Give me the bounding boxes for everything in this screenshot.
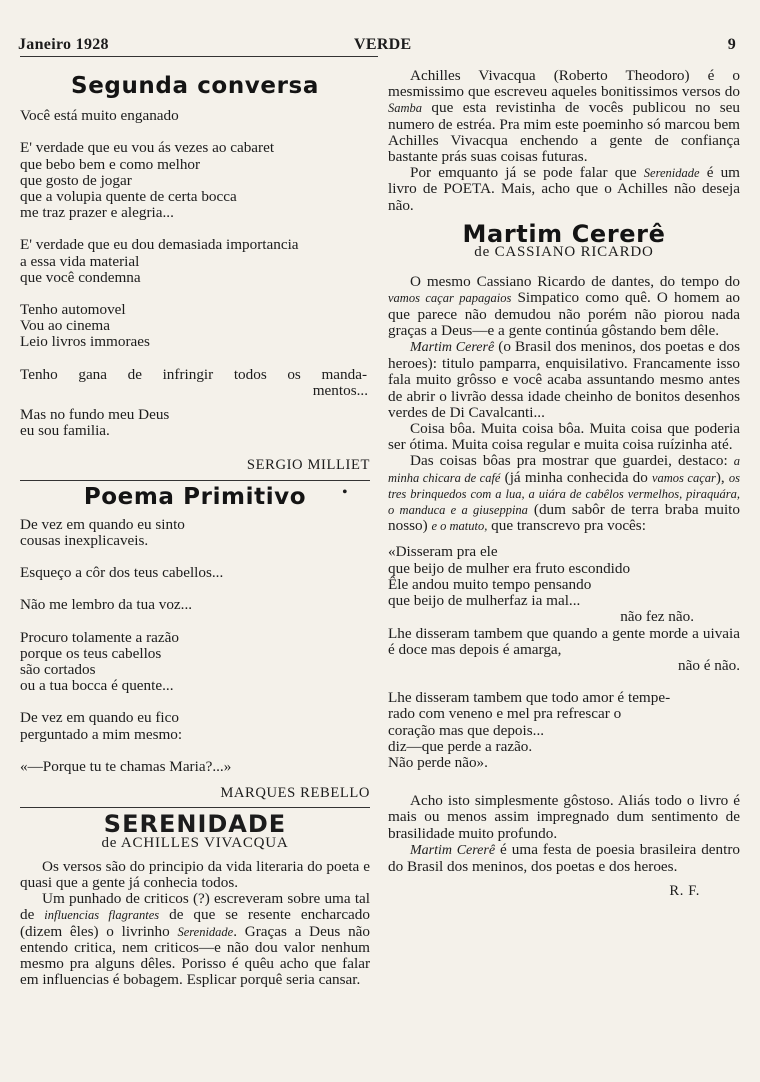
poem-line: ou a tua bocca é quente... — [20, 677, 174, 695]
paragraph: Acho isto simplesmente gôstoso. Aliás todo o livro é mais ou menos assim impregnado dum sentimento de brasilidade muito profundo. — [388, 792, 740, 842]
poem-stanza — [20, 759, 370, 775]
poem-stanza — [20, 237, 370, 286]
article-title: SERENIDADE — [103, 810, 287, 839]
poem-line: De vez em quando eu fico — [20, 709, 179, 727]
poem-line: Não me lembro da tua voz... — [20, 596, 193, 614]
poem-stanza — [20, 565, 370, 581]
poem-stanza — [20, 108, 370, 124]
poem-line: Êle andou muito tempo pensando — [388, 575, 592, 593]
poem-line: cousas inexplicaveis. — [20, 532, 149, 550]
author-signature: R. F. — [669, 883, 700, 900]
article-byline: de CASSIANO RICARDO — [474, 244, 654, 261]
left-column — [20, 68, 370, 988]
poem-line: que gosto de jogar — [20, 171, 132, 189]
article-title: Segunda conversa — [71, 73, 319, 99]
paragraph: Achilles Vivacqua (Roberto Theodoro) é o mesmissimo que escreveu aqueles bonitissimos versos do Samba que esta revistinha de vocês publicou no seu numero de estréa. Pra mim este poeminho só marcou bem Achilles Vivacqua enchendo a gente de confiança bastante prás suas coisas futuras. — [388, 67, 740, 166]
paragraph: Das coisas bôas pra mostrar que guardei, destaco: a minha chicara de café (já minha conhecida do vamos caçar), os tres brinquedos com a lua, a uiára de cabêlos vermelhos, piraquára, o manduca e a giuseppina (dum sabôr de terra braba muito nosso) e o matuto, que transcrevo pra vocês: — [388, 452, 741, 535]
author-signature: MARQUES REBELLO — [220, 785, 370, 802]
article-title: Martim Cererê — [462, 219, 666, 248]
article-title: Poema Primitivo — [83, 483, 307, 510]
poem-line: E' verdade que eu dou demasiada importancia — [20, 236, 299, 254]
poem-stanza — [20, 302, 370, 351]
poem-line: porque os teus cabellos — [20, 644, 162, 662]
author-signature: SERGIO MILLIET — [246, 457, 370, 474]
poem-line: Vou ao cinema — [20, 317, 110, 335]
poem-stanza — [20, 140, 370, 221]
divider — [20, 480, 370, 481]
poem-stanza — [20, 630, 370, 695]
poem-stanza: Tenho gana de infringir todos os manda- mentos... — [20, 365, 368, 399]
paragraph: Martim Cererê é uma festa de poesia brasileira dentro do Brasil dos meninos, dos poetas e dos heroes. — [388, 840, 741, 875]
poem-line: Mas no fundo meu Deus — [20, 406, 170, 424]
poem-stanza — [20, 710, 370, 742]
right-column — [388, 68, 740, 899]
poem-line: coração mas que depois... — [388, 721, 545, 739]
paragraph: Martim Cererê (o Brasil dos meninos, dos poetas e dos heroes): titulo pamparra, enquisilativo. Francamente isso fala muito grôsso e você acaba assuntando mesmo antes de abrir o livrão dessa idade cheinho de bonitos desenhos verdes de Di Cavalcanti... — [388, 338, 741, 421]
paragraph: Os versos são do principio da vida literaria do poeta e quasi que a gente já conhecia todos. — [20, 857, 370, 891]
poem-line: Lhe disseram tambem que todo amor é tempe- — [388, 689, 671, 707]
quoted-poem: «Disseram pra ele que beijo de mulher era fruto escondido Êle andou muito tempo pensando que beijo de mulherfaz ia mal... não fez não. Lhe disseram tambem que quando a gente morde a uivaia é doce mas depois é amarga, não é não. Lhe disseram tambem que todo amor é tempe- rado com veneno e mel pra refrescar o coração mas que depois... diz—que perde a razão. Não perde não». — [388, 543, 740, 771]
poem-line: Esqueço a côr dos teus cabellos... — [20, 564, 224, 582]
paragraph: Coisa bôa. Muita coisa bôa. Muita coisa que poderia ser ótima. Muita coisa regular e muita coisa ruízinha até. — [388, 420, 740, 454]
poem-lines — [388, 544, 740, 609]
poem-line: são cortados — [20, 661, 96, 679]
poem-line: que beijo de mulherfaz ia mal... — [388, 592, 581, 610]
poem-line: eu sou familia. — [20, 422, 110, 440]
poem-lines — [388, 690, 740, 771]
paragraph: Um punhado de criticos (?) escreveram sobre uma tal de influencias flagrantes de que se resente encharcado (dizem êles) o livrinho Serenidade. Graças a Deus não entendo critica, nem criticos—e não dou valor nenhum mesmo pra alguns dêles. Porisso é quêu acho que falar em influencias é bobagem. Esplicar porquê seria cansar. — [20, 890, 370, 989]
poem-line: diz—que perde a razão. — [388, 737, 533, 755]
poem-line: «—Porque tu te chamas Maria?...» — [20, 757, 232, 775]
poem-line: que bebo bem e como melhor — [20, 155, 201, 173]
poem-line: que a volupia quente de certa bocca — [20, 188, 237, 206]
divider — [20, 807, 370, 808]
poem-line: que você condemna — [20, 268, 141, 286]
header-rule — [20, 56, 378, 57]
poem-line: que beijo de mulher era fruto escondido — [388, 559, 631, 577]
poem-line: a essa vida material — [20, 252, 140, 270]
poem-line: Tenho automovel — [20, 301, 126, 319]
poem-stanza — [20, 597, 370, 613]
poem-stanza — [20, 407, 370, 439]
poem-line: E' verdade que eu vou ás vezes ao cabaret — [20, 139, 275, 157]
poem-line: De vez em quando eu sinto — [20, 515, 185, 533]
poem-line: Não perde não». — [388, 753, 488, 771]
poem-stanza — [20, 517, 370, 549]
bullet-mark: • — [342, 484, 348, 501]
poem-line: me traz prazer e alegria... — [20, 204, 174, 222]
poem-line: perguntado a mim mesmo: — [20, 725, 183, 743]
poem-line: «Disseram pra ele — [388, 543, 498, 561]
poem-line: Leio livros immoraes — [20, 333, 150, 351]
paragraph: O mesmo Cassiano Ricardo de dantes, do tempo do vamos caçar papagaios Simpatico como quê. O homem ao que parece não demudou não porém não piorou nada graças a Deus—e a gente continúa gôstando bem dêle. — [388, 273, 740, 339]
header-date: Janeiro 1928 — [18, 36, 109, 53]
header-title: VERDE — [354, 36, 412, 53]
poem-line: rado com veneno e mel pra refrescar o — [388, 705, 622, 723]
paragraph: Por emquanto já se pode falar que Serenidade é um livro de POETA. Mais, acho que o Achilles não deseja não. — [388, 164, 740, 214]
page-number: 9 — [727, 36, 736, 53]
article-byline: de ACHILLES VIVACQUA — [101, 834, 289, 851]
poem-line: Você está muito enganado — [20, 107, 179, 125]
poem-line: Procuro tolamente a razão — [20, 628, 179, 646]
